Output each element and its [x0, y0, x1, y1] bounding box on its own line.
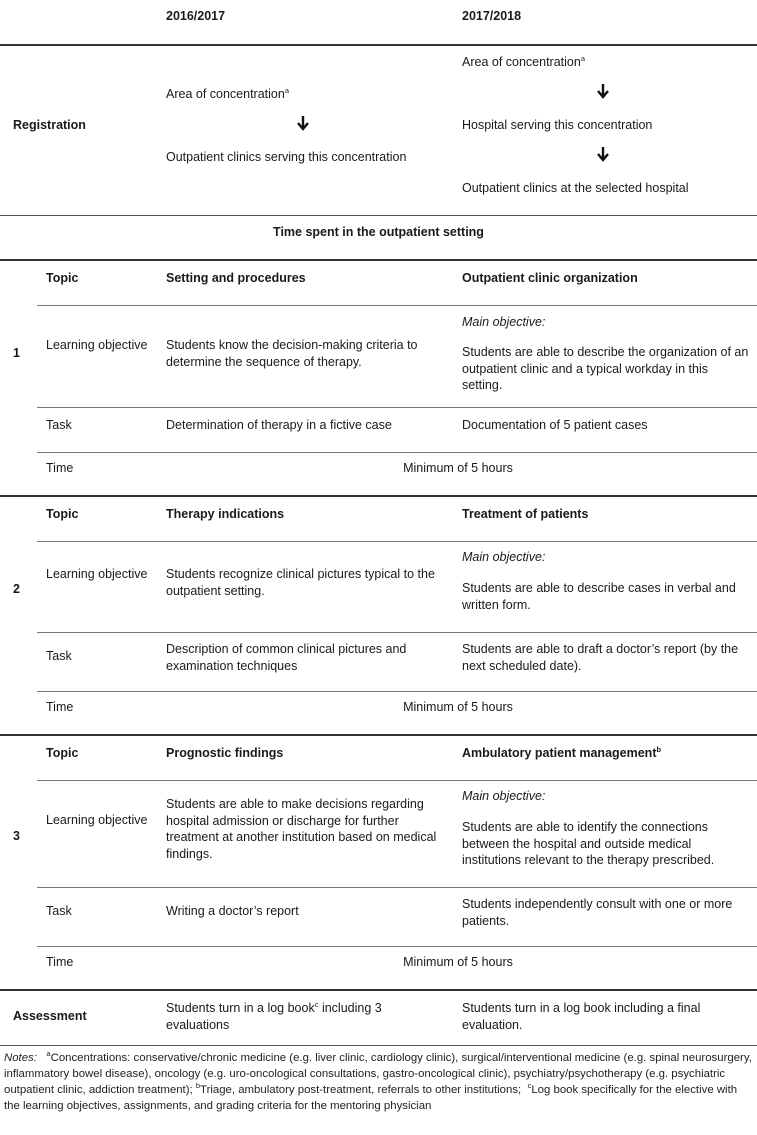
reg-2017-clinics: Outpatient clinics at the selected hospital: [462, 181, 689, 195]
block-3-task-2017: Students independently consult with one or more patients.: [462, 897, 733, 928]
reg-2016-area: Area of concentration$^a$: [166, 86, 289, 101]
row-rule: [37, 541, 757, 542]
block-3-objective-2016: Students are able to make decisions regarding hospital admission or discharge for further treatment at another institution based on medical findings.: [166, 797, 437, 861]
row-rule: [37, 887, 757, 888]
block-1-objective-2016: Students know the decision-making criteria to determine the sequence of therapy.: [166, 338, 418, 369]
notes-label: Notes:: [4, 1052, 37, 1064]
block-3-top-rule: [0, 734, 757, 736]
task-label: Task: [46, 418, 72, 432]
block-1-time: Minimum of 5 hours: [403, 461, 513, 475]
note-c: Log book specifically for the elective with the learning objectives, assignments, and grading criteria for the mentoring physician: [4, 1084, 738, 1112]
row-rule: [37, 407, 757, 408]
main-objective-label: Main objective:: [462, 550, 546, 564]
block-2-time: Minimum of 5 hours: [403, 700, 513, 714]
block-1-task-2017: Documentation of 5 patient cases: [462, 418, 648, 432]
reg-2017-area: Area of concentration$^a$: [462, 54, 585, 69]
block-1-top-rule: [0, 259, 757, 261]
block-2-objective-2016: Students recognize clinical pictures typical to the outpatient setting.: [166, 567, 435, 598]
block-1-number: 1: [13, 346, 20, 360]
registration-label: Registration: [13, 118, 86, 132]
assessment-top-rule: [0, 989, 757, 991]
note-b: Triage, ambulatory post-treatment, referrals to other institutions;: [200, 1084, 522, 1096]
arrow-down-icon: [596, 83, 610, 99]
note-a: Concentrations: conservative/chronic medicine (e.g. liver clinic, cardiology clinic), surgical/interventional medicine (e.g. spinal neurosurgery, inflammatory bowel disease), oncology (e.g. uro-oncological consultations, gastro-oncological clinic), psychiatry/psychotherapy (e.g. psychiatric outpatient clinic, addiction treatment);: [4, 1052, 752, 1096]
assessment-2017: Students turn in a log book including a final evaluation.: [462, 1001, 701, 1032]
block-1-task-2016: Determination of therapy in a fictive case: [166, 418, 392, 432]
topic-label: Topic: [46, 746, 79, 760]
column-header-2017: 2017/2018: [462, 9, 522, 23]
row-rule: [37, 946, 757, 947]
block-1-topic-2017: Outpatient clinic organization: [462, 271, 638, 285]
row-rule: [37, 452, 757, 453]
block-3-task-2016: Writing a doctor’s report: [166, 904, 299, 918]
time-label: Time: [46, 955, 74, 969]
block-3-objective-2017: Students are able to identify the connections between the hospital and outside medical institutions relevant to the therapy prescribed.: [462, 820, 715, 867]
task-label: Task: [46, 904, 72, 918]
block-3-number: 3: [13, 829, 20, 843]
arrow-down-icon: [296, 115, 310, 131]
block-3-topic-2016: Prognostic findings: [166, 746, 284, 760]
block-1-topic-2016: Setting and procedures: [166, 271, 306, 285]
main-objective-label: Main objective:: [462, 789, 546, 803]
block-3-topic-2017: Ambulatory patient management$^b$: [462, 745, 662, 760]
topic-label: Topic: [46, 271, 79, 285]
table-notes: Notes: $^a$Concentrations: conservative/chronic medicine (e.g. liver clinic, cardiology clinic), surgical/interventional medicine (e.g. spinal neurosurgery, inflammatory bowel disease), oncology (e.g. uro-oncological consultations, gastro-oncological clinic), psychiatry/psychotherapy (e.g. psychiatric outpatient clinic, addiction treatment); $^b$Triage, ambulatory post-treatment, referrals to other institutions; $^c$Log book specifically for the elective with the learning objectives, assignments, and grading criteria for the mentoring physician: [4, 1049, 752, 1112]
block-2-top-rule: [0, 495, 757, 497]
block-2-number: 2: [13, 582, 20, 596]
section-title: Time spent in the outpatient setting: [273, 225, 484, 239]
learning-objective-label: Learning objective: [46, 567, 148, 581]
learning-objective-label: Learning objective: [46, 813, 148, 827]
block-2-objective-2017: Students are able to describe cases in verbal and written form.: [462, 581, 736, 612]
assessment-2016: Students turn in a log book$^c$ including 3 evaluations: [166, 1000, 382, 1032]
row-rule: [37, 691, 757, 692]
block-1-objective-2017: Students are able to describe the organization of an outpatient clinic and a typical workday in this setting.: [462, 345, 749, 392]
header-rule: [0, 44, 757, 46]
block-2-topic-2017: Treatment of patients: [462, 507, 589, 521]
row-rule: [37, 305, 757, 306]
table-bottom-rule: [0, 1045, 757, 1046]
column-header-2016: 2016/2017: [166, 9, 226, 23]
time-label: Time: [46, 700, 74, 714]
reg-2017-hospital: Hospital serving this concentration: [462, 118, 653, 132]
reg-2016-clinics: Outpatient clinics serving this concentration: [166, 150, 407, 164]
main-objective-label: Main objective:: [462, 315, 546, 329]
topic-label: Topic: [46, 507, 79, 521]
time-label: Time: [46, 461, 74, 475]
block-2-task-2016: Description of common clinical pictures and examination techniques: [166, 642, 407, 673]
row-rule: [37, 780, 757, 781]
task-label: Task: [46, 649, 72, 663]
arrow-down-icon: [596, 146, 610, 162]
block-2-topic-2016: Therapy indications: [166, 507, 285, 521]
learning-objective-label: Learning objective: [46, 338, 148, 352]
registration-rule: [0, 215, 757, 216]
block-2-task-2017: Students are able to draft a doctor’s report (by the next scheduled date).: [462, 642, 739, 673]
row-rule: [37, 632, 757, 633]
block-3-time: Minimum of 5 hours: [403, 955, 513, 969]
assessment-label: Assessment: [13, 1009, 87, 1023]
